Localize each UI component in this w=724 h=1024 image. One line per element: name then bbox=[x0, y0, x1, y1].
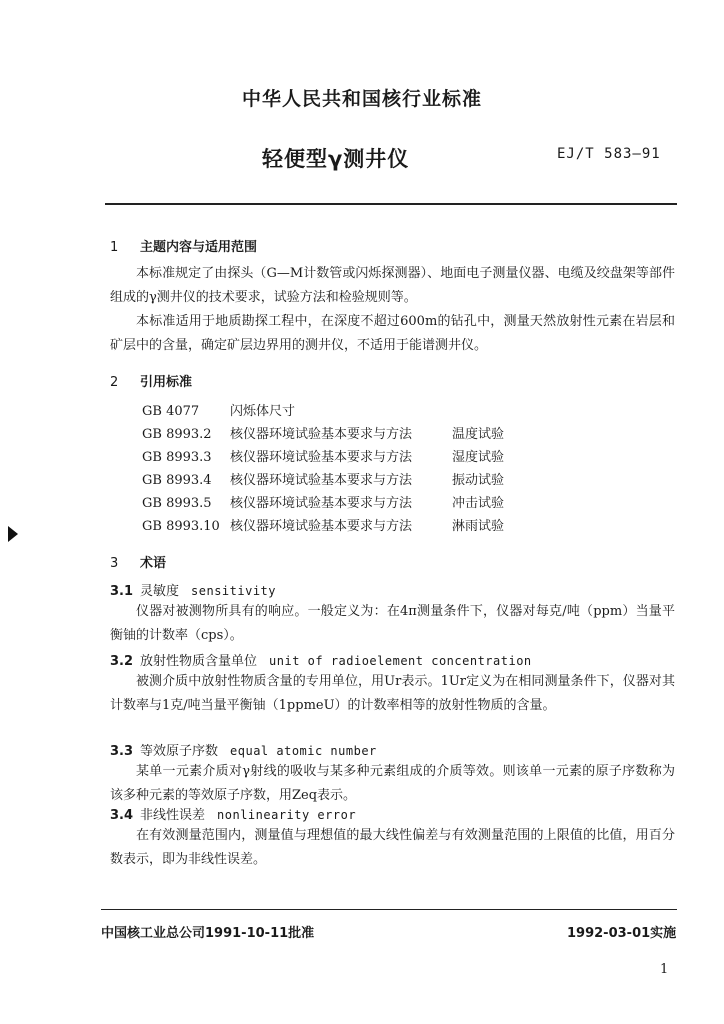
term-3-1-definition: 仪器对被测物所具有的响应。一般定义为：在4π测量条件下，仪器对每克/吨（ppm）当量平衡铀的计数率（cps）。 bbox=[110, 604, 675, 643]
term-3-3-heading: 3.3 等效原子序数 equal atomic number bbox=[110, 744, 377, 759]
section-3-heading: 3 术语 bbox=[110, 556, 167, 571]
section-2-heading: 2 引用标准 bbox=[110, 375, 193, 390]
document-title: 轻便型γ测井仪 bbox=[262, 147, 410, 171]
term-3-1-heading: 3.1 灵敏度 sensitivity bbox=[110, 584, 276, 599]
reference-row: GB 8993.4 核仪器环境试验基本要求与方法 振动试验 bbox=[142, 473, 505, 488]
reference-row: GB 8993.2 核仪器环境试验基本要求与方法 温度试验 bbox=[142, 427, 505, 442]
term-3-2-definition: 被测介质中放射性物质含量的专用单位，用Ur表示。1Ur定义为在相同测量条件下，仪器对其计数率与1克/吨当量平衡铀（1ppmeU）的计数率相等的放射性物质的含量。 bbox=[110, 674, 675, 713]
section-1-heading: 1 主题内容与适用范围 bbox=[110, 240, 258, 255]
term-3-4-definition: 在有效测量范围内，测量值与理想值的最大线性偏差与有效测量范围的上限值的比值，用百分数表示，即为非线性误差。 bbox=[110, 828, 675, 867]
term-3-4-heading: 3.4 非线性误差 nonlinearity error bbox=[110, 808, 357, 823]
section-1-paragraph-2: 本标准适用于地质勘探工程中，在深度不超过600m的钻孔中，测量天然放射性元素在岩层和矿层中的含量，确定矿层边界用的测井仪，不适用于能谱测井仪。 bbox=[110, 314, 675, 353]
reference-row: GB 8993.3 核仪器环境试验基本要求与方法 湿度试验 bbox=[142, 450, 505, 465]
approval-note: 中国核工业总公司1991-10-11批准 bbox=[101, 926, 315, 941]
footer-rule bbox=[101, 909, 677, 910]
margin-triangle-mark bbox=[8, 526, 18, 542]
standard-number: EJ/T 583—91 bbox=[557, 146, 661, 162]
term-3-2-heading: 3.2 放射性物质含量单位 unit of radioelement concentration bbox=[110, 654, 532, 669]
effective-date: 1992-03-01实施 bbox=[567, 926, 677, 941]
header-rule bbox=[105, 203, 677, 205]
term-3-3-definition: 某单一元素介质对γ射线的吸收与某多种元素组成的介质等效。则该单一元素的原子序数称为该多种元素的等效原子序数，用Zeq表示。 bbox=[110, 764, 675, 803]
reference-row: GB 8993.10 核仪器环境试验基本要求与方法 淋雨试验 bbox=[142, 519, 505, 534]
section-1-paragraph-1: 本标准规定了由探头（G—M计数管或闪烁探测器）、地面电子测量仪器、电缆及绞盘架等部件组成的γ测井仪的技术要求，试验方法和检验规则等。 bbox=[110, 266, 675, 305]
reference-row: GB 4077 闪烁体尺寸 bbox=[142, 404, 296, 419]
industry-standard-heading: 中华人民共和国核行业标准 bbox=[241, 88, 482, 110]
reference-row: GB 8993.5 核仪器环境试验基本要求与方法 冲击试验 bbox=[142, 496, 505, 511]
page-number: 1 bbox=[660, 962, 669, 977]
